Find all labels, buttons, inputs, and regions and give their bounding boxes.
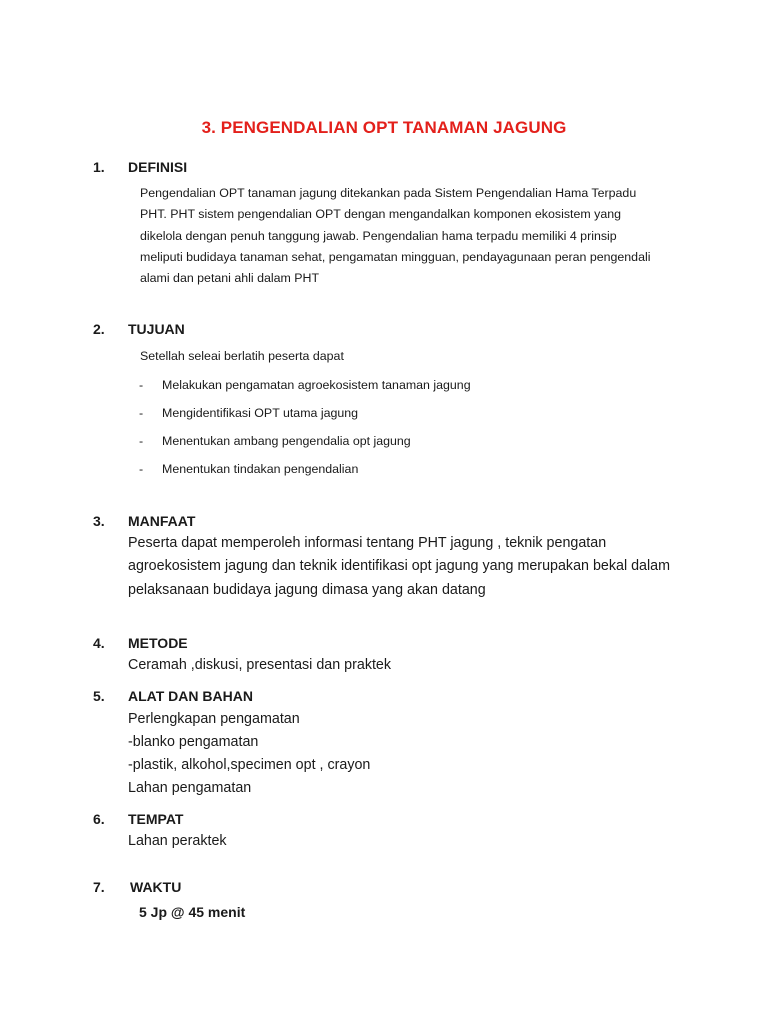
section-heading-definisi: DEFINISI bbox=[128, 159, 188, 175]
waktu-text: 5 Jp @ 45 menit bbox=[139, 904, 246, 920]
bullet-marker: - bbox=[139, 462, 144, 476]
section-number: 4. bbox=[93, 635, 105, 651]
list-item: Melakukan pengamatan agroekosistem tanaman jagung bbox=[162, 378, 471, 392]
document-title: 3. PENGENDALIAN OPT TANAMAN JAGUNG bbox=[201, 118, 567, 137]
definisi-paragraph bbox=[140, 183, 674, 289]
section-number: 3. bbox=[93, 513, 105, 529]
alat-bahan-line: -blanko pengamatan bbox=[128, 734, 259, 750]
manfaat-paragraph bbox=[128, 532, 675, 602]
list-item: Mengidentifikasi OPT utama jagung bbox=[162, 406, 359, 420]
section-heading-manfaat: MANFAAT bbox=[128, 513, 196, 529]
paragraph-line: meliputi budidaya tanaman sehat, pengamatan mingguan, pendayagunaan peran pengendali bbox=[140, 249, 651, 264]
paragraph-line: dikelola dengan penuh tanggung jawab. Pengendalian hama terpadu memiliki 4 prinsip bbox=[140, 228, 617, 243]
alat-bahan-line: Lahan pengamatan bbox=[128, 780, 252, 796]
section-number: 6. bbox=[93, 811, 105, 827]
alat-bahan-line: Perlengkapan pengamatan bbox=[128, 711, 300, 727]
paragraph-line: agroekosistem jagung dan teknik identifikasi opt jagung yang merupakan bekal dalam bbox=[128, 558, 671, 575]
metode-text: Ceramah ,diskusi, presentasi dan praktek bbox=[128, 657, 392, 673]
paragraph-line: alami dan petani ahli dalam PHT bbox=[140, 271, 320, 286]
bullet-marker: - bbox=[139, 406, 144, 420]
tempat-text: Lahan peraktek bbox=[128, 833, 227, 849]
section-number: 2. bbox=[93, 321, 105, 337]
tujuan-intro: Setellah seleai berlatih peserta dapat bbox=[140, 349, 344, 363]
section-heading-waktu: WAKTU bbox=[130, 879, 182, 895]
bullet-marker: - bbox=[139, 378, 144, 392]
section-heading-tempat: TEMPAT bbox=[128, 811, 184, 827]
paragraph-line: Peserta dapat memperoleh informasi tentang PHT jagung , teknik pengatan bbox=[128, 535, 607, 551]
paragraph-line: pelaksanaan budidaya jagung dimasa yang akan datang bbox=[128, 581, 486, 598]
section-heading-metode: METODE bbox=[128, 635, 188, 651]
list-item: Menentukan ambang pengendalia opt jagung bbox=[162, 434, 411, 448]
section-number: 1. bbox=[93, 159, 105, 175]
bullet-marker: - bbox=[139, 434, 144, 448]
section-number: 7. bbox=[93, 879, 105, 895]
paragraph-line: Pengendalian OPT tanaman jagung ditekankan pada Sistem Pengendalian Hama Terpadu bbox=[140, 186, 637, 200]
section-number: 5. bbox=[93, 688, 105, 704]
section-heading-tujuan: TUJUAN bbox=[128, 321, 185, 337]
paragraph-line: PHT. PHT sistem pengendalian OPT dengan mengandalkan komponen ekosistem yang bbox=[140, 207, 621, 222]
section-heading-alat-dan-bahan: ALAT DAN BAHAN bbox=[128, 688, 253, 704]
list-item: Menentukan tindakan pengendalian bbox=[162, 462, 359, 476]
alat-bahan-line: -plastik, alkohol,specimen opt , crayon bbox=[128, 757, 371, 773]
